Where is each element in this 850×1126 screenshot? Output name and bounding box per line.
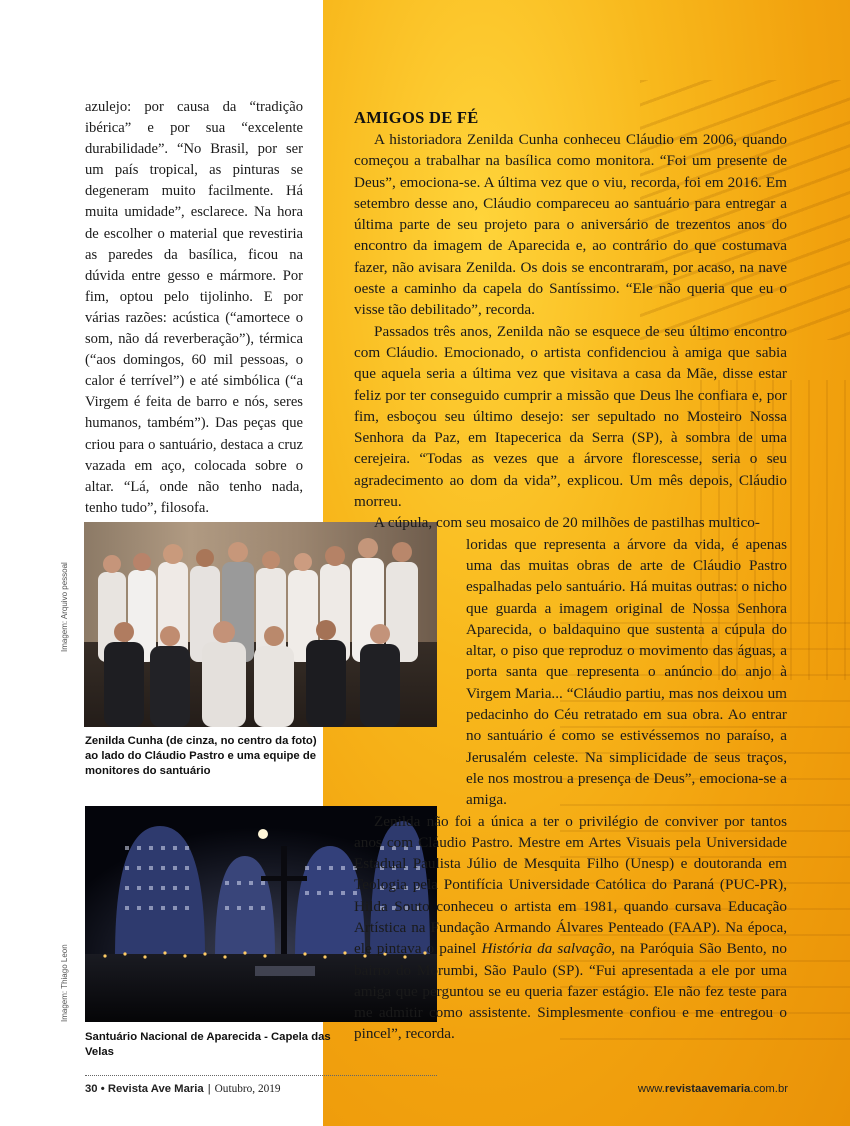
footer-folio (85, 1083, 281, 1095)
article-paragraph (354, 811, 787, 1045)
article-paragraph: A cúpula, com seu mosaico de 20 milhões de pastilhas multico- (374, 514, 760, 532)
painting-title: História da salvação (481, 940, 612, 958)
url-suffix: .com.br (750, 1083, 788, 1095)
bullet: • (100, 1083, 105, 1095)
paragraph-text: Zenilda não foi a única a ter o privilégio de conviver por tantos anos com Cláudio Pastro. Mestre em Artes Visuais pela Universidade Estadual Paulista Júlio de Mesquita Filho (Unesp) e doutoranda em Teologia pela Pontifícia Universidade Católica do Paraná (PUC-PR), Hilda Souto conheceu o artista em 1981, quando cursava Educação Artística na Fundação Armando Álvares Penteado (FAAP). Na época, ele pintava o painel (354, 812, 787, 958)
photo-caption: Zenilda Cunha (de cinza, no centro da foto) ao lado do Cláudio Pastro e uma equipe de monitores do santuário (85, 735, 317, 777)
issue-date: Outubro, 2019 (214, 1083, 281, 1095)
footer-divider (85, 1075, 437, 1076)
section-heading: AMIGOS DE FÉ (354, 108, 479, 127)
url-domain: revistaavemaria (664, 1083, 751, 1095)
article-paragraph: A historiadora Zenilda Cunha conheceu Cláudio em 2006, quando começou a trabalhar na basílica como monitora. “Foi um presente de Deus”, emociona-se. A última vez que o viu, recorda, foi em 2016. Em setembro desse ano, Cláudio compareceu ao santuário para entregar a última parte de seu projeto para o aniversário de trezentos anos do encontro da imagem de Aparecida e, ao contrário do que costumava fazer, não avisara Zenilda. Os dois se encontraram, por acaso, na nave oeste a caminho da capela do Santíssimo. “Ele não queria que eu o visse tão debilitado”, recorda. (354, 131, 787, 319)
page-number: 30 (85, 1083, 98, 1095)
left-column-paragraph: azulejo: por causa da “tradição ibérica” e por sua “excelente durabilidade”. “No Brasil, por ser um país tropical, as pinturas se degeneram muito facilmente. Há muita umidade”, esclarece. Na hora de escolher o material que revestiria as paredes da basílica, ficou na dúvida entre gesso e mármore. Por fim, optou pelo tijolinho. E por várias razões: acústica (“amortece o som, não dá reverberação”), térmica (“aos domingos, 60 mil pessoas, o calor é terrível”) e até simbólica (“a Virgem é feita de barro e nós, seres humanos, também”). Das peças que criou para o santuário, destaca a cruz vazada em aço, colocada sobre o altar. “Lá, onde não tenho nada, tenho tudo”, filosofa. (85, 99, 303, 516)
photo-caption: Santuário Nacional de Aparecida - Capela das Velas (85, 1031, 331, 1058)
article-paragraph: loridas que representa a árvore da vida, é apenas uma das muitas obras de arte de Cláudio Pastro espalhadas pelo santuário. Há muitas outras: o nicho que guarda a imagem original de Nossa Senhora Aparecida, o baldaquino que sustenta a cúpula do altar, o piso que reproduz o movimento das águas, a porta santa que representa o anúncio do anjo à Virgem Maria... “Cláudio partiu, mas nos deixou um pedacinho do Céu retratado em sua obra. Ao entrar no santuário é como se estivéssemos no paraíso, a Jerusalém celeste. Na simplicidade de seus traços, ele nos mostrou a presença de Deus”, emociona-se a amiga. (466, 535, 787, 809)
url-prefix: www. (637, 1083, 665, 1095)
article-body (354, 129, 787, 1045)
website-url[interactable] (628, 1083, 788, 1095)
left-column-text (85, 97, 303, 519)
separator: | (207, 1083, 211, 1095)
article-paragraph: Passados três anos, Zenilda não se esquece de seu último encontro com Cláudio. Emocionado, o artista confidenciou à amiga que sabia que aquela seria a última vez que visitava a casa da Mãe, disse estar feliz por ter conseguido cumprir a missão que Deus lhe confiara e, por fim, esboçou seu último desejo: ser sepultado no Mosteiro Nossa Senhora da Paz, em Itapecerica da Serra (SP), à sombra de uma cerejeira. “Todas as vezes que a árvore florescesse, seria o seu agradecimento ao dom da vida”, explicou. Um mês depois, Cláudio morreu. (354, 322, 787, 511)
photo-credit: Imagem: Arquivo pessoal (60, 562, 69, 652)
magazine-name: Revista Ave Maria (107, 1083, 204, 1095)
paragraph-text: , na Paróquia São Bento, no bairro do Morumbi, São Paulo (SP). “Fui apresentada a ele por uma amiga que perguntou se eu queria fazer estágio. Ele não fez teste para me admitir como assistente. Simplesmente confiou e me entregou o pincel”, recorda. (354, 940, 787, 1043)
photo-credit: Imagem: Thiago Leon (60, 944, 69, 1022)
